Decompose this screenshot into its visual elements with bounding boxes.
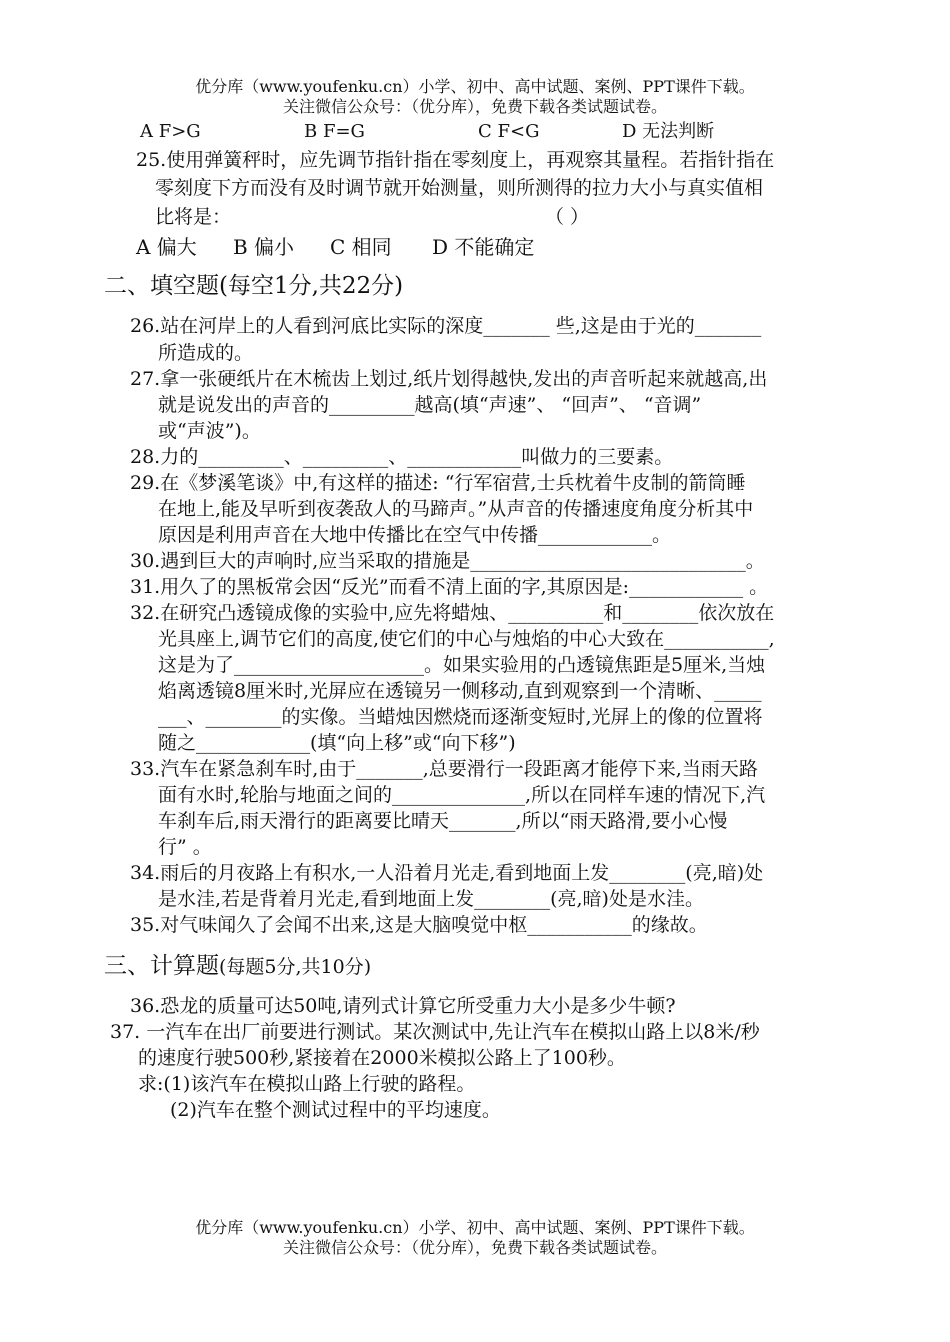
calc-line: 的速度行驶500秒,紧接着在2000米模拟公路上了100秒。 xyxy=(138,1047,626,1069)
calc-line: 求:(1)该汽车在模拟山路上行驶的路程。 xyxy=(138,1073,476,1095)
q25-option-a: A 偏大 xyxy=(136,235,197,259)
q24-option-c: C F<G xyxy=(478,121,540,142)
fill-line: 随之____________(填“向上移”或“向下移”) xyxy=(158,732,516,754)
fill-line: 26.站在河岸上的人看到河底比实际的深度_______ 些,这是由于光的_______ xyxy=(130,315,762,337)
fill-line: 焰离透镜8厘米时,光屏应在透镜另一侧移动,直到观察到一个清晰、_____ xyxy=(158,680,762,702)
section3-title xyxy=(104,952,371,981)
page-footer-line2: 关注微信公众号：（优分库），免费下载各类试题试卷。 xyxy=(282,1238,667,1257)
fill-line: 在地上,能及早听到夜袭敌人的马蹄声。”从声音的传播速度角度分析其中 xyxy=(158,498,754,520)
q25-line2: 零刻度下方而没有及时调节就开始测量，则所测得的拉力大小与真实值相 xyxy=(155,177,764,199)
page-footer-line1: 优分库（www.youfenku.cn）小学、初中、高中试题、案例、PPT课件下载。 xyxy=(195,1218,755,1237)
q24-option-d: D 无法判断 xyxy=(622,121,715,142)
fill-line: 原因是利用声音在大地中传播比在空气中传播____________。 xyxy=(158,524,672,546)
fill-line: 29.在《梦溪笔谈》中,有这样的描述: “行军宿营,士兵枕着牛皮制的箭筒睡 xyxy=(130,472,746,494)
fill-line: 车刹车后,雨天滑行的距离要比晴天_______,所以“雨天路滑,要小心慢 xyxy=(158,810,728,832)
q25-line3: 比将是： xyxy=(155,206,232,228)
section3-title-note: (每题5分,共10分) xyxy=(219,956,372,978)
fill-line: 行” 。 xyxy=(158,836,212,858)
q25-option-c: C 相同 xyxy=(330,235,392,259)
fill-line: 这是为了____________________。如果实验用的凸透镜焦距是5厘米,当烛 xyxy=(158,654,766,676)
calc-line: 37. 一汽车在出厂前要进行测试。某次测试中,先让汽车在模拟山路上以8米/秒 xyxy=(110,1021,760,1043)
calc-line: (2)汽车在整个测试过程中的平均速度。 xyxy=(170,1099,501,1121)
q25-line1: 25.使用弹簧秤时，应先调节指针指在零刻度上，再观察其量程。若指针指在 xyxy=(136,149,775,171)
fill-line: 35.对气味闻久了会闻不出来,这是大脑嗅觉中枢___________的缘故。 xyxy=(130,914,708,936)
fill-line: 34.雨后的月夜路上有积水,一人沿着月光走,看到地面上发________(亮,暗)处 xyxy=(130,862,764,884)
fill-line: 是水洼,若是背着月光走,看到地面上发________(亮,暗)处是水洼。 xyxy=(158,888,704,910)
q25-option-d: D 不能确定 xyxy=(432,235,535,259)
q25-answer-paren: （ ） xyxy=(545,206,590,228)
fill-line: 就是说发出的声音的_________越高(填“声速”、 “回声”、 “音调” xyxy=(158,394,702,416)
fill-line: 31.用久了的黑板常会因“反光”而看不清上面的字,其原因是:____________ 。 xyxy=(130,576,769,598)
fill-line: 30.遇到巨大的声响时,应当采取的措施是_____________________________。 xyxy=(130,550,765,572)
section3-title-main: 三、计算题 xyxy=(104,953,219,979)
page-header-line1: 优分库（www.youfenku.cn）小学、初中、高中试题、案例、PPT课件下载。 xyxy=(195,77,755,96)
fill-line: 33.汽车在紧急刹车时,由于_______,总要滑行一段距离才能停下来,当雨天路 xyxy=(130,758,758,780)
fill-line: ___、________的实像。当蜡烛因燃烧而逐渐变短时,光屏上的像的位置将 xyxy=(158,706,763,728)
q25-option-b: B 偏小 xyxy=(233,235,295,259)
section2-title: 二、填空题(每空1分,共22分) xyxy=(104,273,404,299)
fill-line: 光具座上,调节它们的高度,使它们的中心与烛焰的中心大致在___________, xyxy=(158,628,775,650)
page-header-line2: 关注微信公众号：（优分库），免费下载各类试题试卷。 xyxy=(282,97,667,116)
fill-line: 面有水时,轮胎与地面之间的______________,所以在同样车速的情况下,汽 xyxy=(158,784,766,806)
calc-line: 36.恐龙的质量可达50吨,请列式计算它所受重力大小是多少牛顿? xyxy=(130,995,676,1017)
fill-line: 所造成的。 xyxy=(158,342,254,364)
q24-option-b: B F=G xyxy=(304,121,365,142)
fill-line: 27.拿一张硬纸片在木梳齿上划过,纸片划得越快,发出的声音听起来就越高,出 xyxy=(130,368,768,390)
fill-line: 或“声波”)。 xyxy=(158,420,261,442)
fill-line: 32.在研究凸透镜成像的实验中,应先将蜡烛、__________和________依次放在 xyxy=(130,602,775,624)
q24-option-a: A F>G xyxy=(140,121,201,142)
fill-line: 28.力的_________、_________、____________叫做力的三要素。 xyxy=(130,446,674,468)
